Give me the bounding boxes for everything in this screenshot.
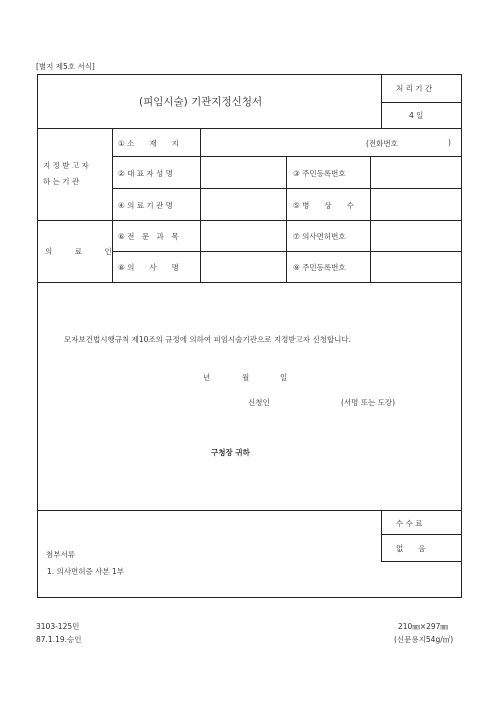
doctor-resident-number-label: ⑨ 주민등록번호 <box>293 263 346 272</box>
field-label-column-line-2a <box>286 156 287 220</box>
body-divider <box>37 510 462 511</box>
date-day: 일 <box>280 373 288 382</box>
applicant-signature-label: 신청인 <box>248 398 270 407</box>
representative-name-field[interactable] <box>202 158 284 186</box>
doctor-name-label: ⑧ 의 사 명 <box>118 263 179 272</box>
field-label-column-line-1 <box>200 128 201 282</box>
processing-divider <box>381 102 462 103</box>
processing-period-value: 4 일 <box>409 111 424 120</box>
row-divider-3 <box>112 251 462 252</box>
signature-note: (서명 또는 도장) <box>341 398 396 407</box>
row-divider-2 <box>112 188 462 189</box>
processing-period-label: 처 리 기 간 <box>396 84 433 93</box>
applicant-resident-number-label: ③ 주민등록번호 <box>293 169 346 178</box>
location-value-field[interactable] <box>202 130 372 154</box>
applicant-section-label-1: 지 정 받 고 자 <box>43 161 89 170</box>
representative-name-label: ② 대 표 자 성 명 <box>118 169 173 178</box>
form-title: (피임시술) 기관지정신청서 <box>139 96 263 108</box>
doctor-resident-number-field[interactable] <box>372 253 460 280</box>
date-month: 월 <box>242 373 250 382</box>
doctor-divider <box>37 282 462 283</box>
applicant-divider <box>37 220 462 221</box>
specialty-label: ⑥ 전 문 과 목 <box>118 232 179 241</box>
phone-close-paren: ) <box>448 138 451 147</box>
field-label-column-line-3b <box>370 220 371 282</box>
approval-date: 87.1.19.승인 <box>36 635 82 644</box>
specialty-field[interactable] <box>202 222 284 249</box>
institution-name-label: ④ 의 료 기 관 명 <box>118 201 173 210</box>
form-number-label: [별지 제5호 서식] <box>36 62 95 71</box>
applicant-section-label-2: 하 는 기 관 <box>43 177 80 186</box>
doctor-name-field[interactable] <box>202 253 284 280</box>
institution-name-field[interactable] <box>202 190 284 218</box>
form-code: 3103-125민 <box>36 622 80 631</box>
date-year: 년 <box>203 373 211 382</box>
bed-count-field[interactable] <box>372 190 460 218</box>
fee-bottom-line <box>381 561 462 562</box>
attachment-item-1: 1. 의사면허증 사본 1부 <box>47 567 125 576</box>
paper-size: 210㎜×297㎜ <box>398 622 448 631</box>
fee-column-line <box>381 510 382 561</box>
title-divider <box>37 128 462 129</box>
license-number-label: ⑦ 의사면허번호 <box>293 232 346 241</box>
location-label: ① 소 재 지 <box>118 139 179 148</box>
field-label-column-line-2b <box>286 220 287 282</box>
fee-value: 없 음 <box>396 544 426 553</box>
license-number-field[interactable] <box>372 222 460 249</box>
phone-label: (전화번호 <box>366 139 398 148</box>
doctor-section-label: 의 료 인 <box>45 247 112 256</box>
paper-type: (신문용지54g/㎡) <box>394 635 454 644</box>
section-label-column-line <box>112 128 113 282</box>
applicant-resident-number-field[interactable] <box>372 158 460 186</box>
field-label-column-line-3a <box>370 156 371 220</box>
bed-count-label: ⑤ 병 상 수 <box>293 201 354 210</box>
application-statement: 모자보건법시행규칙 제10조의 규정에 의하여 피임시술기관으로 지정받고자 신청합니다. <box>64 335 352 344</box>
processing-column-line <box>381 74 382 128</box>
attachments-heading: 첨부서류 <box>46 550 75 559</box>
addressee: 구청장 귀하 <box>211 448 250 457</box>
fee-label: 수 수 료 <box>396 519 423 528</box>
fee-divider <box>381 534 462 535</box>
row-divider-1 <box>112 156 462 157</box>
